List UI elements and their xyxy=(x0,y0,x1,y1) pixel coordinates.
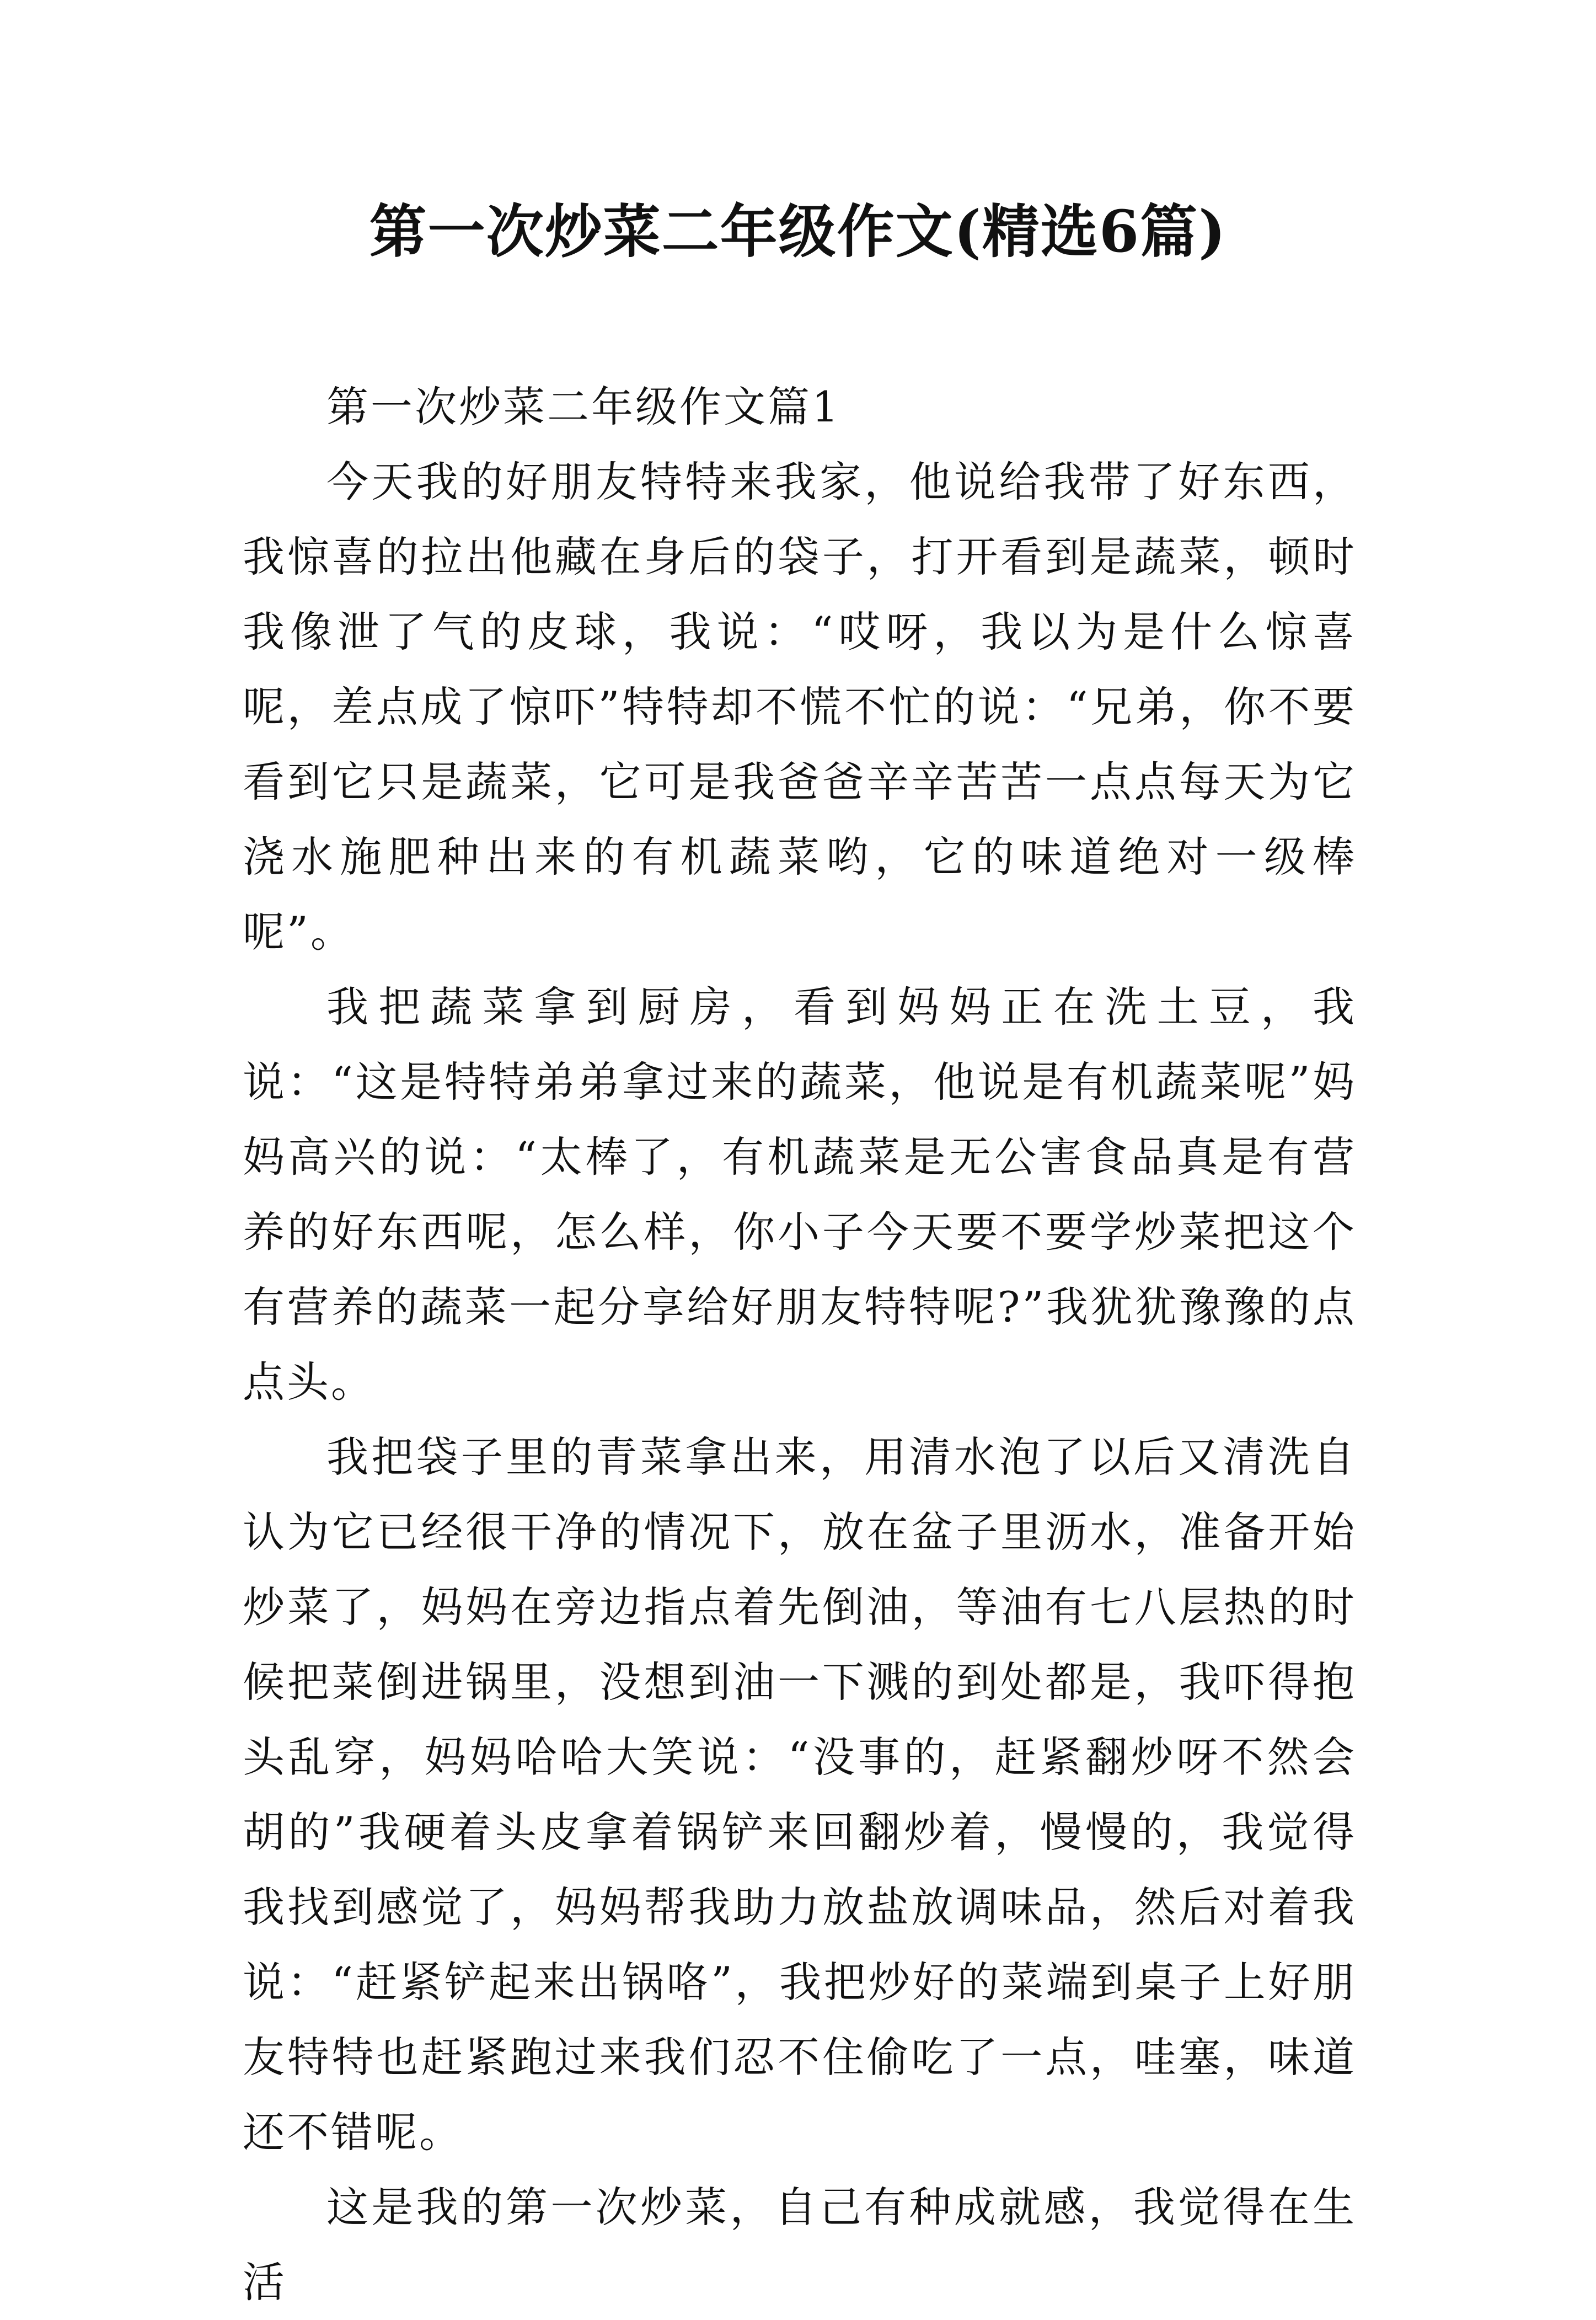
paragraph-2: 我把蔬菜拿到厨房，看到妈妈正在洗土豆，我说：“这是特特弟弟拿过来的蔬菜，他说是有机蔬菜呢”妈妈高兴的说：“太棒了，有机蔬菜是无公害食品真是有营养的好东西呢，怎么样，你小子今天要不要学炒菜把这个有营养的蔬菜一起分享给好朋友特特呢?”我犹犹豫豫的点点头。 xyxy=(243,982,1357,1407)
document-title: 第一次炒菜二年级作文(精选6篇) xyxy=(369,197,1227,265)
paragraph-1: 今天我的好朋友特特来我家，他说给我带了好东西，我惊喜的拉出他藏在身后的袋子，打开看到是蔬菜，顿时我像泄了气的皮球，我说：“哎呀，我以为是什么惊喜呢，差点成了惊吓”特特却不慌不忙的说：“兄弟，你不要看到它只是蔬菜，它可是我爸爸辛辛苦苦一点点每天为它浇水施肥种出来的有机蔬菜哟，它的味道绝对一级棒呢”。 xyxy=(243,457,1357,956)
document-body xyxy=(243,370,1357,2320)
section-heading: 第一次炒菜二年级作文篇1 xyxy=(326,382,841,431)
paragraph-3: 我把袋子里的青菜拿出来，用清水泡了以后又清洗自认为它已经很干净的情况下，放在盆子里沥水，准备开始炒菜了，妈妈在旁边指点着先倒油，等油有七八层热的时候把菜倒进锅里，没想到油一下溅的到处都是，我吓得抱头乱穿，妈妈哈哈大笑说：“没事的，赶紧翻炒呀不然会胡的”我硬着头皮拿着锅铲来回翻炒着，慢慢的，我觉得我找到感觉了，妈妈帮我助力放盐放调味品，然后对着我说：“赶紧铲起来出锅咯”，我把炒好的菜端到桌子上好朋友特特也赶紧跑过来我们忍不住偷吃了一点，哇塞，味道还不错呢。 xyxy=(243,1432,1357,2157)
paragraph-4: 这是我的第一次炒菜，自己有种成就感，我觉得在生活 xyxy=(243,2183,1357,2307)
